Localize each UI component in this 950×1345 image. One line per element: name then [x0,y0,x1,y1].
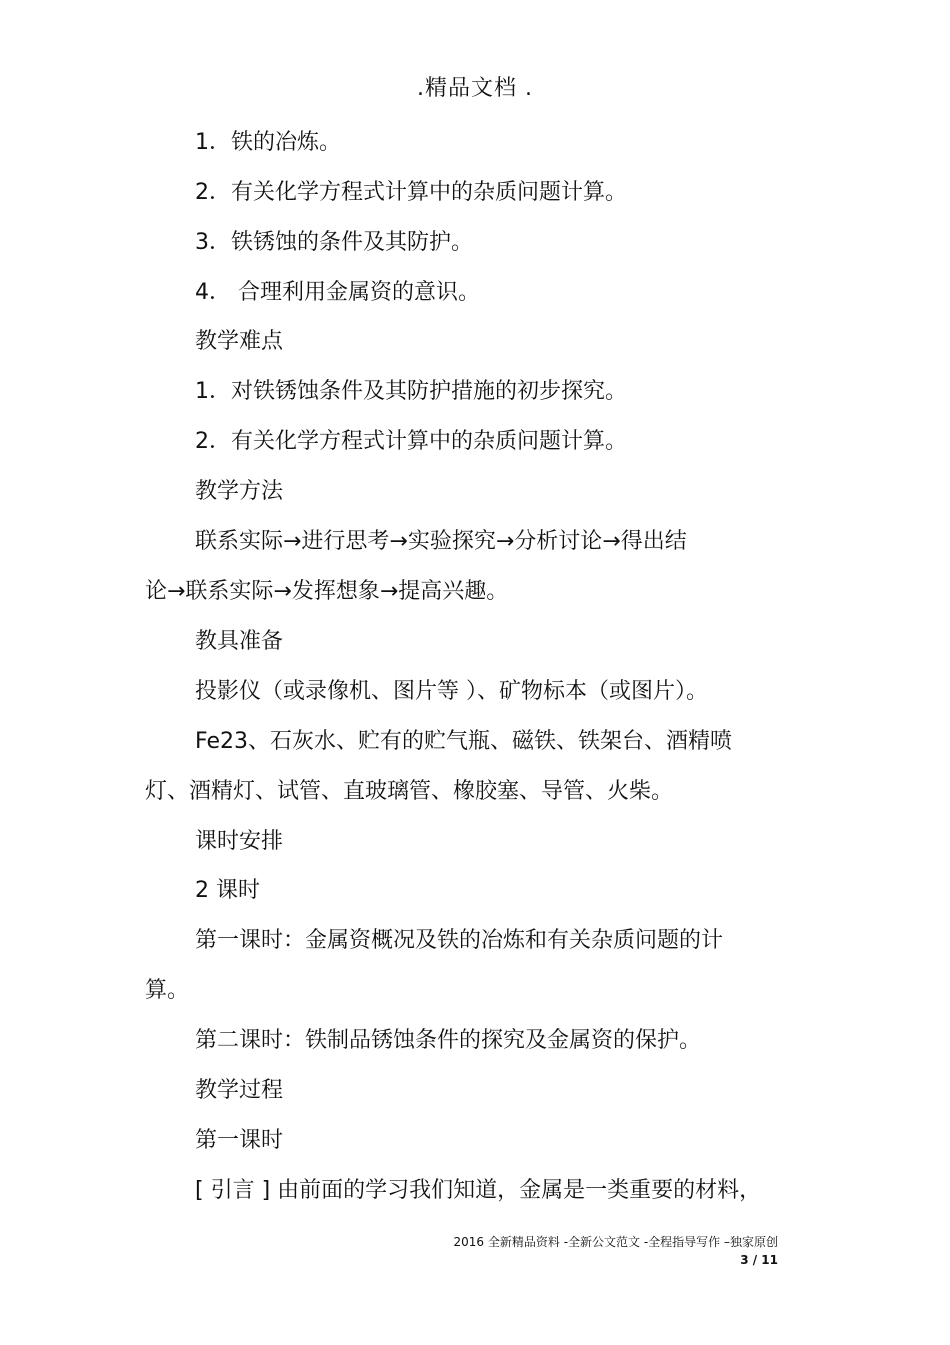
text-line-4: 4． 合理利用金属资的意识。 [195,280,480,305]
text-line-18: 算。 [145,978,190,1003]
text-line-2: 2．有关化学方程式计算中的杂质问题计算。 [195,180,627,205]
section-heading-schedule: 课时安排 [195,829,284,854]
page-header: .精品文档 . [417,76,533,101]
section-heading-difficulties: 教学难点 [195,329,284,354]
text-line-12: 投影仪（或录像机、图片等 ）、矿物标本（或图片）。 [195,679,708,704]
text-line-9: 联系实际→进行思考→实验探究→分析讨论→得出结 [195,529,687,554]
text-line-16: 2 课时 [195,878,260,903]
text-line-17: 第一课时：金属资概况及铁的冶炼和有关杂质问题的计 [195,928,724,953]
text-line-7: 2．有关化学方程式计算中的杂质问题计算。 [195,429,627,454]
text-line-1: 1．铁的冶炼。 [195,130,341,155]
section-heading-methods: 教学方法 [195,479,284,504]
text-line-14: 灯、酒精灯、试管、直玻璃管、橡胶塞、导管、火柴。 [145,779,674,804]
text-line-22: [ 引言 ] 由前面的学习我们知道，金属是一类重要的材料， [195,1178,762,1203]
page-number: 3 / 11 [740,1253,778,1267]
text-line-19: 第二课时：铁制品锈蚀条件的探究及金属资的保护。 [195,1028,702,1053]
text-line-3: 3．铁锈蚀的条件及其防护。 [195,230,473,255]
text-line-10: 论→联系实际→发挥想象→提高兴趣。 [145,579,509,604]
section-heading-tools: 教具准备 [195,629,284,654]
text-line-13: Fe23、石灰水、贮有的贮气瓶、磁铁、铁架台、酒精喷 [195,729,732,754]
page-footer: 2016 全新精品资料 -全新公文范文 -全程指导写作 –独家原创 [453,1235,778,1249]
section-heading-process: 教学过程 [195,1078,284,1103]
text-line-21: 第一课时 [195,1128,284,1153]
text-line-6: 1．对铁锈蚀条件及其防护措施的初步探究。 [195,379,627,404]
